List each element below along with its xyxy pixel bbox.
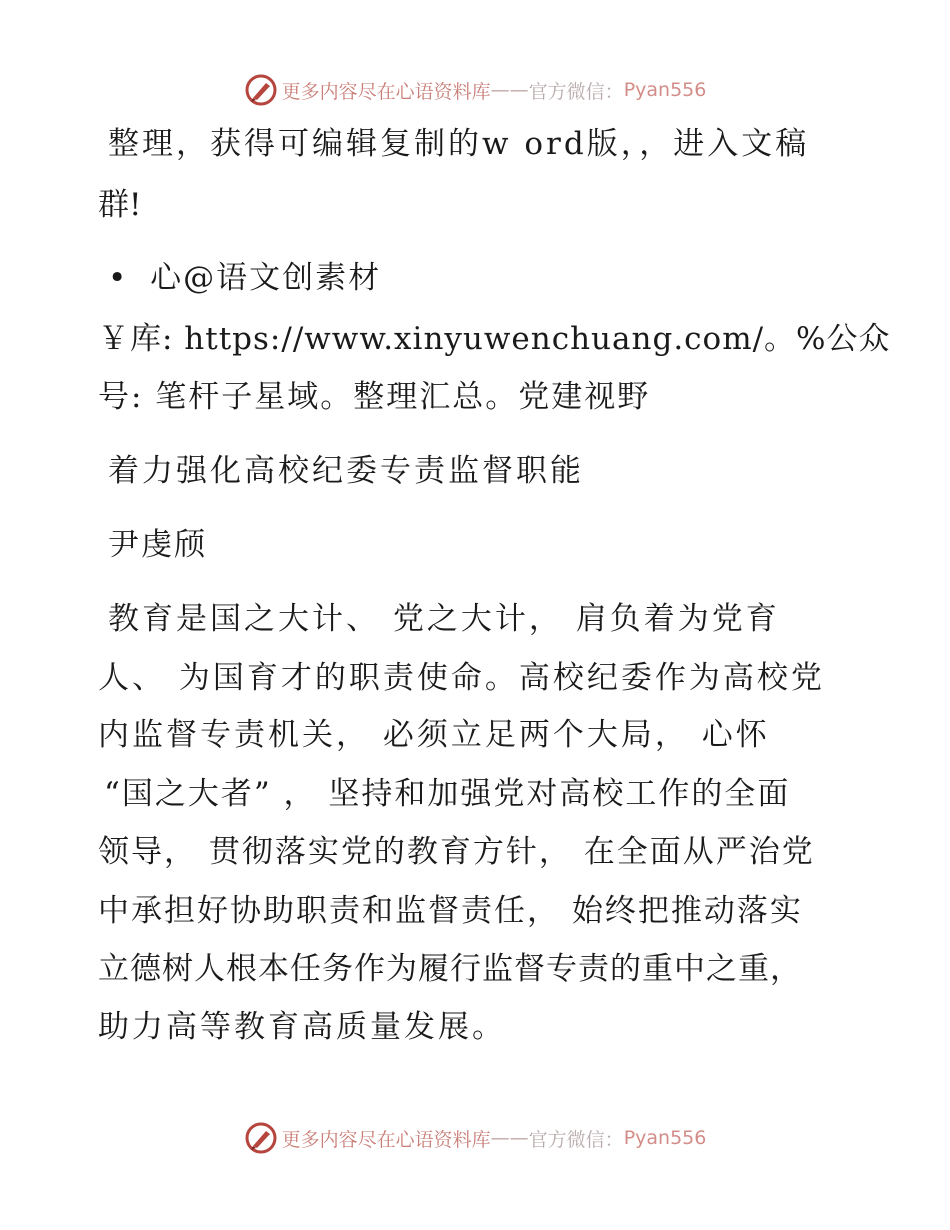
paragraph-line: 立德树人根本任务作为履行监督专责的重中之重， [98, 951, 802, 987]
banner-dash: —— [490, 79, 529, 101]
paragraph-line: 人、 为国育才的职责使命。高校纪委作为高校党 [98, 660, 825, 696]
intro-line-2: 群! [98, 187, 142, 223]
source-line-2: 号: 笔杆子星域。整理汇总。党建视野 [98, 379, 651, 415]
header-banner [0, 70, 950, 110]
banner-label: 官方微信： [528, 80, 624, 103]
paragraph-line: 内监督专责机关， 必须立足两个大局， 心怀 [98, 717, 770, 753]
banner-wechat-id: Pyan556 [623, 79, 707, 101]
bullet-text: 心@语文创素材 [150, 260, 382, 296]
paragraph-line: 助力高等教育高质量发展。 [98, 1009, 506, 1045]
paragraph-line: 中承担好协助职责和监督责任， 始终把推动落实 [98, 893, 803, 929]
banner-text: 更多内容尽在心语资料库 [281, 80, 491, 103]
article-title: 着力强化高校纪委专责监督职能 [108, 453, 584, 489]
source-line-1: ￥库: https://www.xinyuwenchuang.com/。%公众 [98, 321, 891, 357]
bullet-item [108, 261, 381, 295]
banner-text: 更多内容尽在心语资料库 [281, 1128, 491, 1151]
bullet-dot: • [108, 260, 127, 296]
paragraph-line: “国之大者” ， 坚持和加强党对高校工作的全面 [104, 776, 791, 812]
footer-banner [0, 1118, 950, 1158]
paragraph-line: 教育是国之大计、 党之大计， 肩负着为党育 [108, 601, 780, 637]
banner-label: 官方微信： [528, 1128, 624, 1151]
pen-logo-icon [244, 73, 278, 107]
banner-wechat-id: Pyan556 [623, 1127, 707, 1149]
article-author: 尹虔颀 [108, 527, 207, 563]
intro-line-1: 整理，获得可编辑复制的w ord版，，进入文稿 [108, 126, 810, 162]
paragraph-line: 领导， 贯彻落实党的教育方针， 在全面从严治党 [98, 834, 815, 870]
banner-dash: —— [490, 1127, 529, 1149]
pen-logo-icon [244, 1121, 278, 1155]
